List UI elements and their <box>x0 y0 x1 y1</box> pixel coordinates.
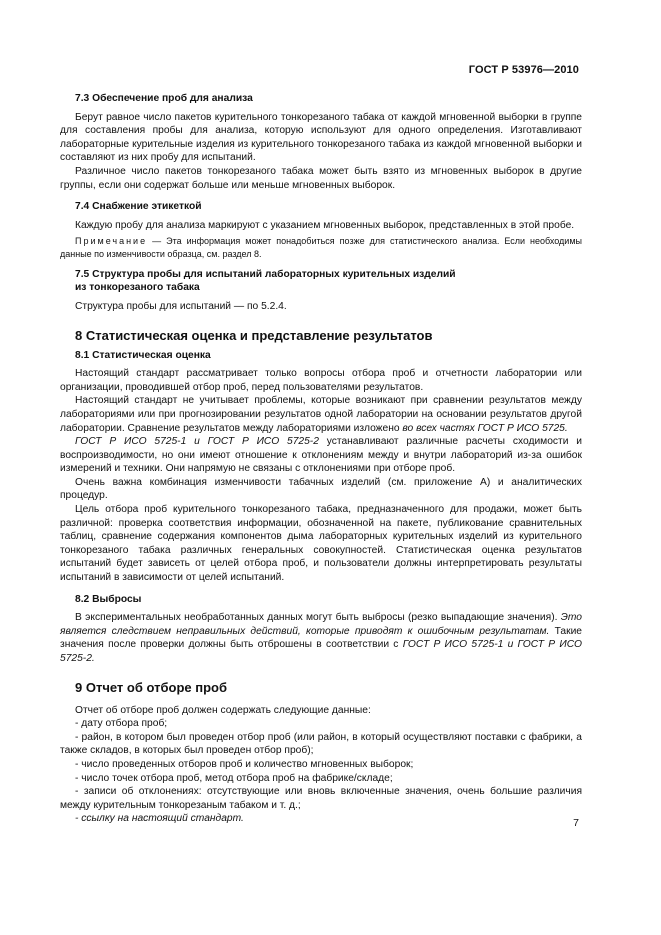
list-item: - ссылку на настоящий стандарт. <box>75 813 244 825</box>
section-7-5-title: 7.5 Структура пробы для испытаний лабораторных курительных изделий из тонкорезаного табака <box>75 268 456 294</box>
document-code: ГОСТ Р 53976—2010 <box>468 64 579 76</box>
list-item: - число проведенных отборов проб и количество мгновенных выборок; <box>75 758 414 770</box>
paragraph: Цель отбора проб курительного тонкорезаного табака, предназначенного для продажи, может быть различной: проверка соответствия информации, обозначенной на пакете, публикование сравнительных таблиц, сравнение содержания компонентов дыма лабораторных курительных изделий из курительного тонкорезаного табака различных генеральных совокупностей. Статистическая оценка результатов испытаний будет зависеть от целей отбора проб, и пользователи должны интерпретировать результаты испытаний в зависимости от целей испытаний. <box>60 504 582 584</box>
note <box>60 235 582 259</box>
paragraph: Настоящий стандарт не учитывает проблемы, которые возникают при сравнении результатов между лабораториями или при прогнозировании результатов одной лаборатории на основании результатов другой лаборатории. Сравнение результатов между лабораториями изложено во всех частях ГОСТ Р ИСО 5725. <box>60 395 582 434</box>
paragraph: ГОСТ Р ИСО 5725-1 и ГОСТ Р ИСО 5725-2 устанавливают различные расчеты сходимости и воспроизводимости, но они имеют отношение к отклонениям между и внутри лабораторий из-за ошибок измерений и техники. Они напрямую не связаны с отклонениями при отборе проб. <box>60 436 582 475</box>
paragraph: В экспериментальных необработанных данных могут быть выбросы (резко выпадающие значения). Это является следствием неправильных действий, которые приводят к ошибочным результатам. Такие значения после проверки должны быть отброшены в соответствии с ГОСТ Р ИСО 5725-1 и ГОСТ Р ИСО 5725-2. <box>60 612 583 664</box>
paragraph: Каждую пробу для анализа маркируют с указанием мгновенных выборок, представленных в этой пробе. <box>75 219 575 231</box>
paragraph: Различное число пакетов тонкорезаного табака может быть взято из мгновенных выборок в другие группы, если они содержат больше или меньше мгновенных выборок. <box>60 165 582 191</box>
section-7-4-title: 7.4 Снабжение этикеткой <box>75 201 202 213</box>
chapter-9-title: 9 Отчет об отборе проб <box>75 679 227 695</box>
paragraph: Структура пробы для испытаний — по 5.2.4. <box>75 300 287 312</box>
section-7-3-title: 7.3 Обеспечение проб для анализа <box>75 93 253 104</box>
paragraph: Очень важна комбинация изменчивости табачных изделий (см. приложение А) и аналитических процедур. <box>60 476 582 502</box>
list-item: - число точек отбора проб, метод отбора проб на фабрике/складе; <box>75 772 393 784</box>
paragraph: Отчет об отборе проб должен содержать следующие данные: <box>75 704 371 716</box>
list-item: - записи об отклонениях: отсутствующие или вновь включенные значения, очень большие различия между курительным тонкорезаным табаком и т. д.; <box>60 786 582 811</box>
section-8-2-title: 8.2 Выбросы <box>75 593 142 605</box>
page-content <box>60 92 582 826</box>
paragraph: Берут равное число пакетов курительного тонкорезаного табака от каждой мгновенной выборки в группе для составления пробы для анализа, которую используют для одного определения. Изготавливают лабораторные курительные изделия из курительного тонкорезаного табака из каждой мгновенной выборки и составляют из них пробу для испытаний. <box>60 111 582 164</box>
note-label: Примечание <box>75 236 148 247</box>
list-item: - район, в котором был проведен отбор проб (или район, в который осуществляют поставки с фабрики, а также складов, в которых был проведен отбор проб); <box>60 731 582 757</box>
page-number: 7 <box>573 817 579 829</box>
note-text: — Эта информация может понадобиться позже для статистического анализа. Если необходимы данные по изменчивости образца, см. раздел 8. <box>60 236 582 259</box>
section-8-1-title: 8.1 Статистическая оценка <box>75 349 211 361</box>
chapter-8-title: 8 Статистическая оценка и представление результатов <box>75 327 433 343</box>
paragraph: Настоящий стандарт рассматривает только вопросы отбора проб и отчетности лаборатории или организации, проводившей отбор проб, перед пользователями результатов. <box>60 368 582 393</box>
list-item: - дату отбора проб; <box>75 718 168 730</box>
